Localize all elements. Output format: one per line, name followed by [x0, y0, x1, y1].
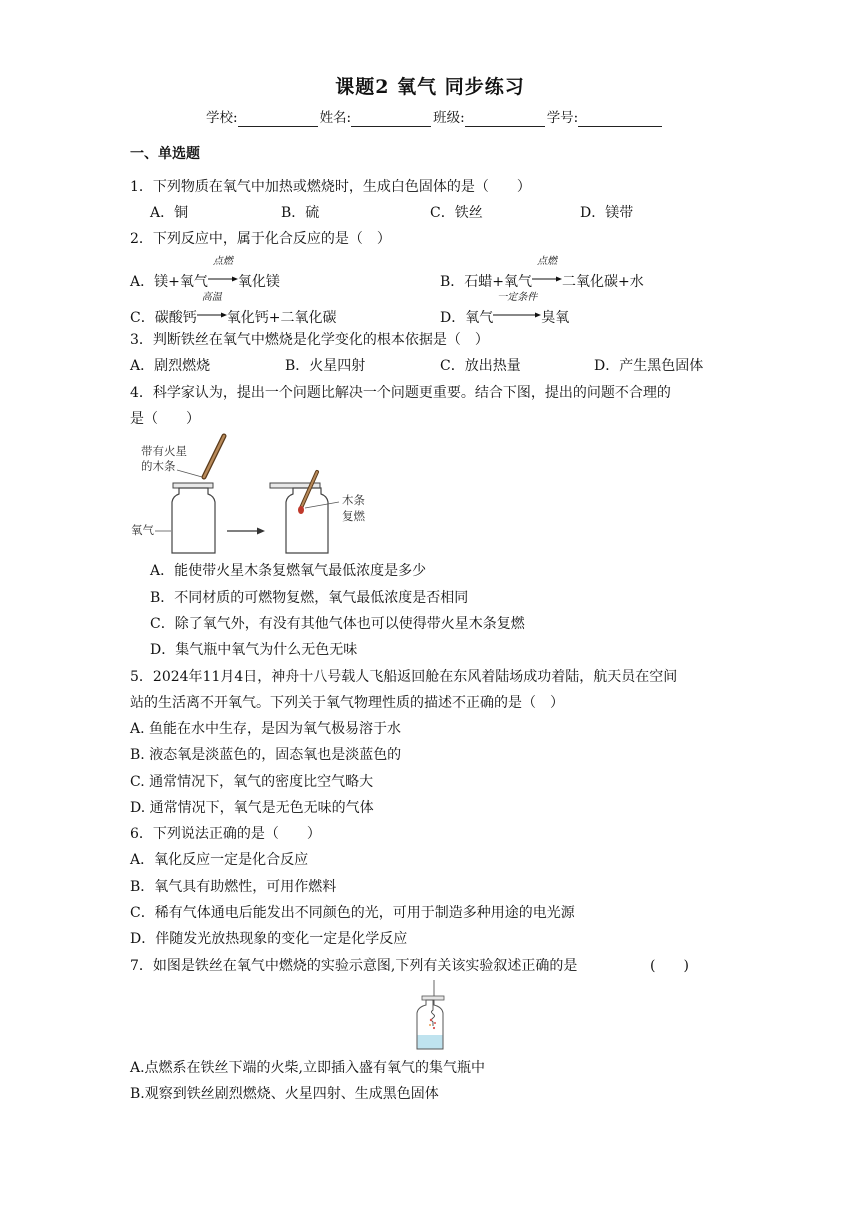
q4-stem-line1: 4．科学家认为，提出一个问题比解决一个问题更重要。结合下图，提出的问题不合理的 [130, 385, 671, 401]
figure-label-relight-2: 复燃 [342, 509, 365, 523]
reaction-arrow [493, 292, 541, 322]
reaction-condition: 高温 [201, 292, 222, 303]
q1-option-a: A．铜 [150, 205, 189, 221]
page-title: 课题2 氧气 同步练习 [335, 76, 525, 98]
q2-a-products: 氧化镁 [237, 274, 280, 290]
q2-c-reactants: C．碳酸钙 [130, 310, 197, 326]
transition-arrow-icon [227, 528, 265, 535]
q6-option-b: B．氧气具有助燃性，可用作燃料 [130, 879, 337, 895]
id-label: 学号: [546, 110, 579, 126]
q2-d-products: 臭氧 [541, 310, 570, 326]
q7-option-a: A.点燃系在铁丝下端的火柴,立即插入盛有氧气的集气瓶中 [130, 1060, 486, 1076]
q2-stem: 2．下列反应中，属于化合反应的是（ ） [130, 231, 391, 247]
q6-option-d: D．伴随发光放热现象的变化一定是化学反应 [130, 931, 408, 947]
gas-jar-left-icon [172, 483, 215, 553]
class-blank [465, 112, 545, 127]
q4-option-c: C．除了氧气外，有没有其他气体也可以使得带火星木条复燃 [150, 616, 525, 632]
q3-stem: 3．判断铁丝在氧气中燃烧是化学变化的根本依据是（ ） [130, 332, 489, 348]
glowing-splint-icon [204, 436, 224, 477]
q2-b-reactants: B．石蜡+氧气 [440, 274, 533, 290]
q1-option-d: D．镁带 [580, 205, 634, 221]
q7-option-b: B.观察到铁丝剧烈燃烧、火星四射、生成黑色固体 [130, 1086, 439, 1102]
gas-jar-right-icon [270, 472, 328, 553]
q7-figure [408, 980, 452, 1052]
section-title: 一、单选题 [130, 146, 200, 162]
reaction-condition: 一定条件 [497, 292, 538, 303]
school-label: 学校: [206, 110, 238, 126]
q6-option-c: C．稀有气体通电后能发出不同颜色的光，可用于制造多种用途的电光源 [130, 905, 575, 921]
q5-option-d: D. 通常情况下，氧气是无色无味的气体 [130, 800, 374, 816]
q2-option-b [440, 256, 644, 291]
name-label: 姓名: [319, 110, 352, 126]
q7-stem: 7．如图是铁丝在氧气中燃烧的实验示意图,下列有关该实验叙述正确的是 [130, 958, 578, 974]
q2-option-a [130, 256, 280, 291]
q6-option-a: A．氧化反应一定是化合反应 [130, 852, 309, 868]
student-info-line [206, 109, 664, 127]
reaction-arrow [532, 256, 562, 286]
school-blank [238, 112, 318, 127]
q6-stem: 6．下列说法正确的是（ ） [130, 826, 321, 842]
q4-stem-line2: 是（ ） [130, 411, 200, 427]
reaction-condition: 点燃 [537, 256, 558, 267]
figure-label-splint-2: 的木条 [141, 459, 176, 473]
q2-b-products: 二氧化碳+水 [562, 274, 644, 290]
q5-option-b: B. 液态氧是淡蓝色的，固态氧也是淡蓝色的 [130, 747, 402, 763]
q3-option-d: D．产生黑色固体 [594, 358, 704, 374]
arrow-icon [197, 312, 227, 318]
reaction-arrow [197, 292, 227, 322]
name-blank [351, 112, 431, 127]
q2-option-c [130, 292, 337, 327]
q5-option-a: A. 鱼能在水中生存，是因为氧气极易溶于水 [130, 721, 402, 737]
figure-label-relight-1: 木条 [342, 493, 365, 507]
q4-option-b: B．不同材质的可燃物复燃，氧气最低浓度是否相同 [150, 590, 469, 606]
q2-a-reactants: A．镁+氧气 [130, 274, 208, 290]
q4-option-d: D．集气瓶中氧气为什么无色无味 [150, 642, 358, 658]
q3-option-c: C．放出热量 [440, 358, 521, 374]
arrow-icon [493, 312, 541, 318]
figure-label-oxygen: 氧气 [131, 523, 154, 537]
q1-stem: 1．下列物质在氧气中加热或燃烧时，生成白色固体的是（ ） [130, 179, 531, 195]
arrow-icon [532, 276, 562, 282]
q1-option-b: B．硫 [281, 205, 320, 221]
q4-figure [125, 432, 385, 560]
q1-option-c: C．铁丝 [430, 205, 483, 221]
q2-option-d [440, 292, 570, 327]
q5-stem-line1: 5．2024年11月4日，神舟十八号载人飞船返回舱在东风着陆场成功着陆，航天员在空间 [130, 669, 678, 685]
q4-option-a: A．能使带火星木条复燃氧气最低浓度是多少 [150, 563, 427, 579]
q2-d-reactants: D．氧气 [440, 310, 494, 326]
q7-answer-paren: ( ) [650, 958, 689, 974]
reaction-arrow [208, 256, 238, 286]
q2-c-products: 氧化钙+二氧化碳 [226, 310, 337, 326]
q5-stem-line2: 站的生活离不开氧气。下列关于氧气物理性质的描述不正确的是（ ） [130, 695, 564, 711]
q5-option-c: C. 通常情况下，氧气的密度比空气略大 [130, 774, 374, 790]
iron-wire-combustion-jar-icon [417, 980, 444, 1049]
figure-label-splint-1: 带有火星 [141, 444, 187, 458]
id-blank [578, 112, 662, 127]
arrow-icon [208, 276, 238, 282]
q3-option-b: B．火星四射 [285, 358, 366, 374]
leader-line [177, 470, 202, 477]
q3-option-a: A．剧烈燃烧 [130, 358, 211, 374]
reaction-condition: 点燃 [212, 256, 233, 267]
class-label: 班级: [433, 110, 465, 126]
